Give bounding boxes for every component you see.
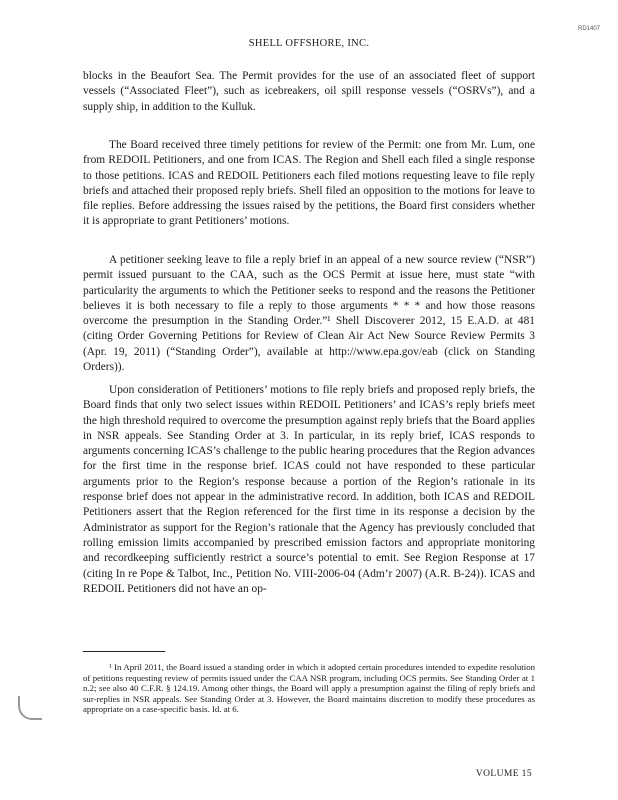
running-header: SHELL OFFSHORE, INC. xyxy=(248,38,370,49)
paragraph-text: blocks in the Beaufort Sea. The Permit provides for the use of an associated fleet of support vessels (“Associated Fleet”), such as icebreakers, oil spill response vessels (“OSRVs”), and a supply ship, in addition to the Kulluk. xyxy=(83,70,535,113)
page-stamp: RD1407 xyxy=(577,26,600,32)
body-paragraph-4 xyxy=(83,383,535,597)
body-paragraph-3 xyxy=(83,253,535,375)
margin-mark xyxy=(18,696,42,720)
body-paragraph-2 xyxy=(83,138,535,230)
paragraph-text: The Board received three timely petitions for review of the Permit: one from Mr. Lum, one from REDOIL Petitioners, and one from ICAS. The Region and Shell each filed a single response to those petitions. ICAS and REDOIL Petitioners each filed motions requesting leave to file reply briefs and attached their proposed reply briefs. Shell filed an opposition to the motions for leave to file replies. Before addressing the issues raised by the petitions, the Board first considers whether it is appropriate to grant Petitioners’ motions. xyxy=(83,139,535,228)
footnote: ¹ In April 2011, the Board issued a standing order in which it adopted certain procedures intended to expedite resolution of petitions requesting review of permits issued under the CAA NSR program, including OCS permits. See Standing Order at 1 n.2; see also 40 C.F.R. § 124.19. Among other things, the Board will apply a presumption against the filing of reply briefs and sur-replies in NSR appeals. See Standing Order at 3. However, the Board maintains discretion to modify these procedures as appropriate on a case-specific basis. Id. at 6. xyxy=(83,662,535,715)
page-footer: VOLUME 15 xyxy=(475,769,532,779)
footnote-divider xyxy=(83,651,165,652)
body-paragraph-1 xyxy=(83,69,535,115)
paragraph-text: A petitioner seeking leave to file a reply brief in an appeal of a new source review (“NSR”) permit issued pursuant to the CAA, such as the OCS Permit at issue here, must state “with particularity the arguments to which the Petitioner seeks to respond and the reasons the Petitioner believes it is both necessary to file a reply to those arguments * * * and how those reasons overcome the presumption in the Standing Order.”¹ Shell Discoverer 2012, 15 E.A.D. at 481 (citing Order Governing Petitions for Review of Clean Air Act New Source Review Permits 3 (Apr. 19, 2011) (“Standing Order”), available at http://www.epa.gov/eab (click on Standing Orders)). xyxy=(83,254,535,374)
paragraph-text: Upon consideration of Petitioners’ motions to file reply briefs and proposed reply briefs, the Board finds that only two select issues within REDOIL Petitioners’ and ICAS’s reply briefs meet the high threshold required to overcome the presumption against reply briefs that the Board applies in NSR appeals. See Standing Order at 3. In particular, in its reply brief, ICAS responds to arguments concerning ICAS’s challenge to the public hearing procedures that the Region advances for the first time in the response brief. ICAS could not have responded to these particular arguments prior to the Region’s response because a portion of the Region’s rationale in its response brief does not appear in the administrative record. In addition, both ICAS and REDOIL Petitioners assert that the Region referenced for the first time in its response a decision by the Administrator as support for the Region’s rationale that the Agency has previously concluded that rolling emission limits accompanied by prescribed emission factors and appropriate monitoring and recordkeeping sufficiently restrict a source’s potential to emit. See Region Response at 17 (citing In re Pope & Talbot, Inc., Petition No. VIII-2006-04 (Adm’r 2007) (A.R. B-24)). ICAS and REDOIL Petitioners did not have an op- xyxy=(83,384,535,595)
